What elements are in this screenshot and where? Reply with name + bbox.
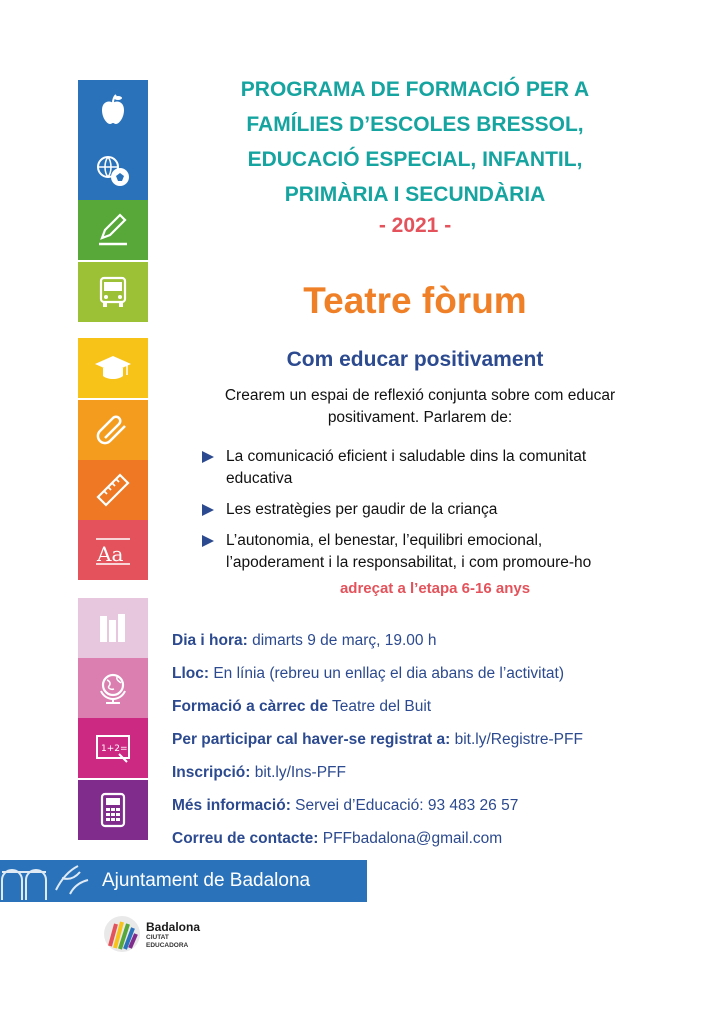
paperclip-icon [93,410,133,450]
hands-logo-icon [102,912,146,956]
event-details [172,630,702,861]
info-label: Més informació: [172,797,291,814]
tile-clip [78,400,148,460]
date-value: dimarts 9 de març, 19.00 h [247,632,437,649]
council-banner [0,860,367,902]
info-value: Servei d’Educació: 93 483 26 57 [290,797,519,814]
topic-text: L’autonomia, el benestar, l’equilibri emocional, l’apoderament i la responsabilitat, i com promoure-ho [226,532,592,571]
apple-icon [93,90,133,130]
tile-globe [78,658,148,718]
tile-balls [78,140,148,200]
program-year: - 2021 - [378,214,452,237]
council-name: Ajuntament de Badalona [102,870,311,891]
program-title-line: PRIMÀRIA I SECUNDÀRIA [284,183,546,206]
place-label: Lloc: [172,665,210,682]
globe-icon [93,668,133,708]
register-label: Per participar cal haver-se registrat a: [172,731,451,748]
event-intro: Crearem un espai de reflexió conjunta sobre com educar positivament. Parlarem de: [224,387,616,426]
tile-bus [78,262,148,322]
triangle-bullet-icon [202,535,214,547]
triangle-bullet-icon [202,504,214,516]
date-label: Dia i hora: [172,632,248,649]
books-icon [93,608,133,648]
council-emblem-icon [0,860,96,902]
triangle-bullet-icon [202,451,214,463]
badalona-logo [102,910,222,960]
tile-math [78,718,148,778]
event-title: Teatre fòrum [303,280,527,321]
program-title-line: FAMÍLIES D’ESCOLES BRESSOL, [246,113,584,136]
bus-icon [93,272,133,312]
trainer-value: Teatre del Buit [327,698,432,715]
tile-ruler [78,460,148,520]
logo-subtitle: CIUTAT EDUCADORA [146,934,189,949]
contact-email-link[interactable]: PFFbadalona@gmail.com [318,830,503,847]
register-row [172,729,702,762]
list-item [200,530,640,574]
balls-icon [93,150,133,190]
program-title-line: EDUCACIÓ ESPECIAL, INFANTIL, [247,148,583,171]
math-board-icon [93,728,133,768]
program-title-line: PROGRAMA DE FORMACIÓ PER A [240,78,590,101]
tile-cap [78,338,148,398]
contact-row [172,828,702,861]
trainer-row [172,696,702,729]
register-link[interactable]: bit.ly/Registre-PFF [450,731,583,748]
tile-letters [78,520,148,580]
signup-row [172,762,702,795]
graduation-cap-icon [93,348,133,388]
program-title [175,72,655,212]
pencil-icon [93,210,133,250]
svg-text:1+2=: 1+2= [101,744,128,754]
list-item [200,446,640,490]
event-subtitle: Com educar positivament [286,348,544,371]
tile-calculator [78,780,148,840]
topic-text: La comunicació eficient i saludable dins la comunitat educativa [226,448,587,487]
contact-label: Correu de contacte: [172,830,319,847]
topic-list [200,446,640,583]
svg-text:Aa: Aa [97,542,124,566]
signup-link[interactable]: bit.ly/Ins-PFF [250,764,346,781]
date-row [172,630,702,663]
signup-label: Inscripció: [172,764,251,781]
letters-icon [93,530,133,570]
target-audience: adreçat a l’etapa 6-16 anys [339,580,531,597]
logo-name: Badalona [146,920,201,934]
tile-books [78,598,148,658]
calculator-icon [93,790,133,830]
place-row [172,663,702,696]
tile-pencil [78,200,148,260]
place-value: En línia (rebreu un enllaç el dia abans de l’activitat) [209,665,565,682]
topic-text: Les estratègies per gaudir de la criança [226,501,498,518]
ruler-icon [93,470,133,510]
tile-apple [78,80,148,140]
list-item [200,499,640,521]
info-row [172,795,702,828]
trainer-label: Formació a càrrec de [172,698,328,715]
